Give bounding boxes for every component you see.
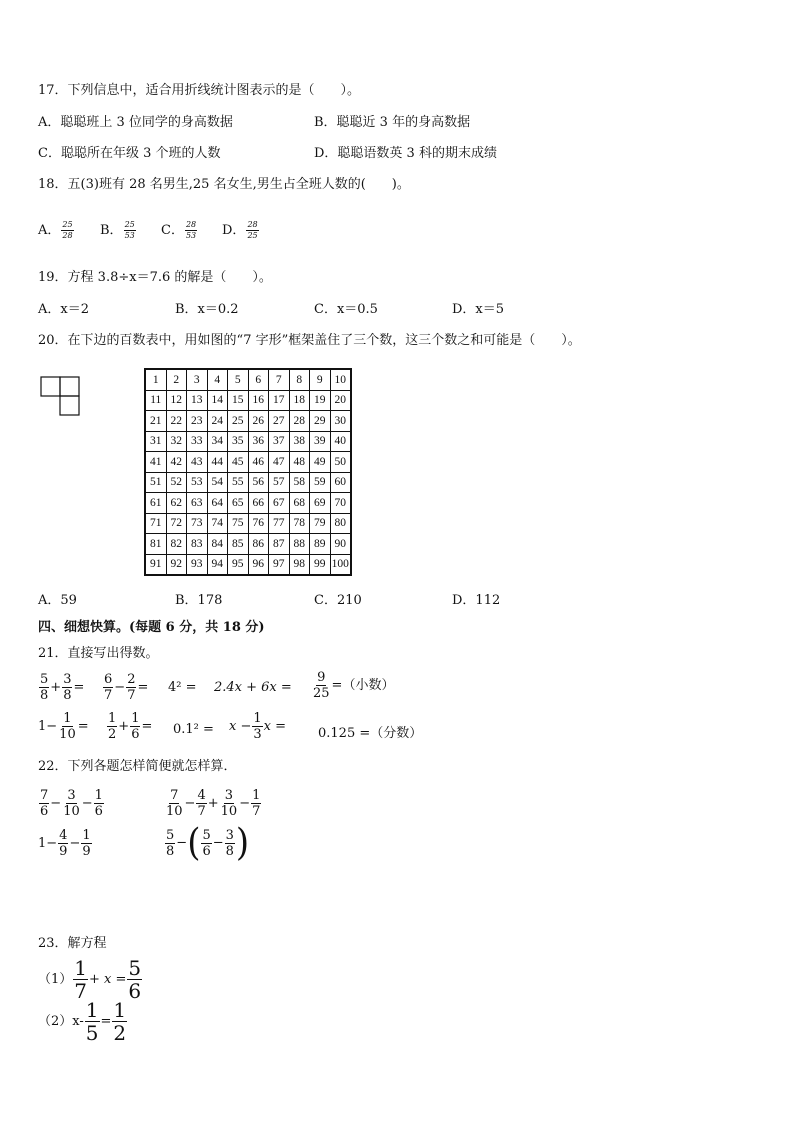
hundred-table-row: [145, 493, 351, 514]
hundred-table-cell: 92: [166, 554, 187, 575]
hundred-table-cell: 43: [187, 452, 208, 473]
q21-r1-e: $\frac{9}{25}$ =（小数）: [313, 670, 395, 701]
hundred-table-cell: 5: [228, 369, 249, 390]
hundred-table-cell: 37: [269, 431, 290, 452]
q21-r2-d: x − $\frac{1}{3}$ x =: [229, 711, 286, 742]
hundred-table-cell: 78: [289, 513, 310, 534]
hundred-table-cell: 64: [207, 493, 228, 514]
hundred-table-cell: 35: [228, 431, 249, 452]
hundred-table-cell: 79: [310, 513, 331, 534]
q20-option-c: C．210: [314, 593, 362, 608]
q18-option-b: B． $\frac{25}{53}$: [100, 220, 135, 240]
q20-option-d: D．112: [452, 593, 501, 608]
hundred-table-row: [145, 411, 351, 432]
hundred-table-cell: 20: [330, 390, 351, 411]
hundred-table-cell: 48: [289, 452, 310, 473]
q17-option-d: D．聪聪语数英 3 科的期末成绩: [314, 146, 497, 161]
hundred-table-cell: 14: [207, 390, 228, 411]
hundred-table-cell: 73: [187, 513, 208, 534]
q18-option-a: A． $\frac{25}{28}$: [38, 220, 73, 240]
q23-stem: 23．解方程: [38, 936, 107, 951]
q19-option-c: C．x＝0.5: [314, 302, 378, 317]
hundred-table-cell: 94: [207, 554, 228, 575]
hundred-table-cell: 60: [330, 472, 351, 493]
hundred-table-cell: 27: [269, 411, 290, 432]
hundred-table-cell: 34: [207, 431, 228, 452]
q18-option-d: D． $\frac{28}{25}$: [222, 220, 258, 240]
hundred-table-cell: 45: [228, 452, 249, 473]
hundred-table-cell: 22: [166, 411, 187, 432]
hundred-table-cell: 88: [289, 534, 310, 555]
hundred-table-cell: 12: [166, 390, 187, 411]
hundred-table-cell: 47: [269, 452, 290, 473]
hundred-table-cell: 72: [166, 513, 187, 534]
hundred-table-cell: 86: [248, 534, 269, 555]
hundred-table-cell: 41: [145, 452, 166, 473]
hundred-table-cell: 81: [145, 534, 166, 555]
q18-option-c: C． $\frac{28}{53}$: [161, 220, 197, 240]
q21-r2-a: 1− $\frac{1}{10}$ =: [38, 711, 89, 742]
hundred-table-cell: 71: [145, 513, 166, 534]
q23-part-2: （2）x- $\frac{1}{5}$ = $\frac{1}{2}$: [38, 998, 127, 1045]
hundred-table-cell: 74: [207, 513, 228, 534]
hundred-table-cell: 30: [330, 411, 351, 432]
seven-shape-frame: [40, 376, 82, 416]
hundred-table-cell: 56: [248, 472, 269, 493]
hundred-table-cell: 100: [330, 554, 351, 575]
hundred-table-cell: 9: [310, 369, 331, 390]
hundred-table-cell: 21: [145, 411, 166, 432]
q17-option-a: A．聪聪班上 3 位同学的身高数据: [38, 115, 233, 130]
q20-stem: 20．在下边的百数表中，用如图的“7 字形”框架盖住了三个数，这三个数之和可能是（ ）。: [38, 333, 581, 348]
hundred-table-cell: 85: [228, 534, 249, 555]
hundred-table-row: [145, 431, 351, 452]
hundred-table-row: [145, 513, 351, 534]
hundred-table-cell: 95: [228, 554, 249, 575]
hundred-table-cell: 13: [187, 390, 208, 411]
hundred-table-cell: 83: [187, 534, 208, 555]
hundred-table-cell: 76: [248, 513, 269, 534]
q19-option-b: B．x＝0.2: [175, 302, 239, 317]
hundred-table-cell: 65: [228, 493, 249, 514]
hundred-table-cell: 75: [228, 513, 249, 534]
section-4-title: 四、细想快算。(每题 6 分，共 18 分): [38, 620, 265, 635]
hundred-table-cell: 70: [330, 493, 351, 514]
hundred-table-cell: 55: [228, 472, 249, 493]
hundred-table-cell: 67: [269, 493, 290, 514]
hundred-table-cell: 51: [145, 472, 166, 493]
hundred-table-cell: 77: [269, 513, 290, 534]
q17-stem: 17．下列信息中，适合用折线统计图表示的是（ ）。: [38, 83, 361, 98]
hundred-table-cell: 44: [207, 452, 228, 473]
q21-r1-a: $\frac{5}{8}$ + $\frac{3}{8}$ =: [40, 672, 85, 703]
hundred-table-cell: 40: [330, 431, 351, 452]
hundred-table-cell: 57: [269, 472, 290, 493]
hundred-table-row: [145, 472, 351, 493]
hundred-table-cell: 11: [145, 390, 166, 411]
hundred-table-cell: 18: [289, 390, 310, 411]
hundred-table-cell: 82: [166, 534, 187, 555]
q22-expr-2: $\frac{7}{10}$ − $\frac{4}{7}$ + $\frac{3}{10}$ − $\frac{1}{7}$: [166, 788, 261, 819]
hundred-table-row: [145, 369, 351, 390]
hundred-table-cell: 50: [330, 452, 351, 473]
hundred-table-cell: 33: [187, 431, 208, 452]
hundred-table-cell: 42: [166, 452, 187, 473]
q21-r2-b: $\frac{1}{2}$ + $\frac{1}{6}$ =: [108, 711, 153, 742]
hundred-table-cell: 58: [289, 472, 310, 493]
q21-r2-c: 0.1² =: [173, 722, 214, 737]
hundred-table-cell: 87: [269, 534, 290, 555]
hundred-table-cell: 89: [310, 534, 331, 555]
hundred-table-cell: 66: [248, 493, 269, 514]
hundred-table-cell: 4: [207, 369, 228, 390]
q23-part-1: （1） $\frac{1}{7}$ + x = $\frac{5}{6}$: [38, 956, 142, 1003]
hundred-table-cell: 46: [248, 452, 269, 473]
hundred-table-cell: 36: [248, 431, 269, 452]
hundred-table-cell: 7: [269, 369, 290, 390]
hundred-table-cell: 54: [207, 472, 228, 493]
hundred-table-cell: 52: [166, 472, 187, 493]
hundred-table-cell: 10: [330, 369, 351, 390]
q22-stem: 22．下列各题怎样简便就怎样算．: [38, 759, 237, 774]
hundred-table-cell: 28: [289, 411, 310, 432]
q22-expr-4: $\frac{5}{8}$ −( $\frac{5}{6}$ − $\frac{3}{8}$ ): [166, 821, 250, 865]
hundred-table-cell: 19: [310, 390, 331, 411]
q17-option-c: C．聪聪所在年级 3 个班的人数: [38, 146, 221, 161]
hundred-table-cell: 61: [145, 493, 166, 514]
hundred-table-row: [145, 390, 351, 411]
q19-option-a: A．x＝2: [38, 302, 89, 317]
hundred-table-cell: 16: [248, 390, 269, 411]
q18-stem: 18．五(3)班有 28 名男生,25 名女生,男生占全班人数的( )。: [38, 177, 410, 192]
q21-r2-e: 0.125 =（分数）: [318, 726, 423, 741]
hundred-table-cell: 29: [310, 411, 331, 432]
hundred-table-cell: 6: [248, 369, 269, 390]
q22-expr-3: 1− $\frac{4}{9}$ − $\frac{1}{9}$: [38, 828, 91, 859]
hundred-table-row: [145, 534, 351, 555]
hundred-table-cell: 1: [145, 369, 166, 390]
q21-r1-d: 2.4x + 6x =: [214, 680, 292, 695]
hundred-table-row: [145, 554, 351, 575]
hundred-table-cell: 53: [187, 472, 208, 493]
hundred-table-row: [145, 452, 351, 473]
hundred-table-cell: 31: [145, 431, 166, 452]
q20-option-b: B．178: [175, 593, 223, 608]
hundred-table-cell: 84: [207, 534, 228, 555]
hundred-table-cell: 8: [289, 369, 310, 390]
hundred-table-cell: 23: [187, 411, 208, 432]
q17-option-b: B．聪聪近 3 年的身高数据: [314, 115, 471, 130]
hundred-table-cell: 15: [228, 390, 249, 411]
hundred-table-cell: 38: [289, 431, 310, 452]
hundred-table-cell: 25: [228, 411, 249, 432]
hundred-table-cell: 90: [330, 534, 351, 555]
q19-stem: 19．方程 3.8÷x＝7.6 的解是（ ）。: [38, 270, 272, 285]
q21-stem: 21．直接写出得数。: [38, 646, 159, 661]
hundred-table-cell: 49: [310, 452, 331, 473]
hundred-table-cell: 98: [289, 554, 310, 575]
hundred-table-cell: 62: [166, 493, 187, 514]
hundred-table-cell: 32: [166, 431, 187, 452]
hundred-table-cell: 63: [187, 493, 208, 514]
q21-r1-b: $\frac{6}{7}$ − $\frac{2}{7}$ =: [104, 672, 149, 703]
hundred-table-cell: 99: [310, 554, 331, 575]
hundred-table-cell: 69: [310, 493, 331, 514]
hundred-table: [144, 368, 352, 576]
hundred-table-cell: 80: [330, 513, 351, 534]
q22-expr-1: $\frac{7}{6}$ − $\frac{3}{10}$ − $\frac{1}{6}$: [40, 788, 103, 819]
hundred-table-cell: 93: [187, 554, 208, 575]
hundred-table-cell: 91: [145, 554, 166, 575]
hundred-table-cell: 68: [289, 493, 310, 514]
hundred-table-cell: 26: [248, 411, 269, 432]
hundred-table-cell: 2: [166, 369, 187, 390]
hundred-table-cell: 3: [187, 369, 208, 390]
hundred-table-cell: 17: [269, 390, 290, 411]
q19-option-d: D．x＝5: [452, 302, 505, 317]
q21-r1-c: 4² =: [168, 680, 197, 695]
q20-option-a: A．59: [38, 593, 77, 608]
hundred-table-cell: 24: [207, 411, 228, 432]
hundred-table-cell: 59: [310, 472, 331, 493]
hundred-table-cell: 97: [269, 554, 290, 575]
hundred-table-cell: 96: [248, 554, 269, 575]
hundred-table-cell: 39: [310, 431, 331, 452]
